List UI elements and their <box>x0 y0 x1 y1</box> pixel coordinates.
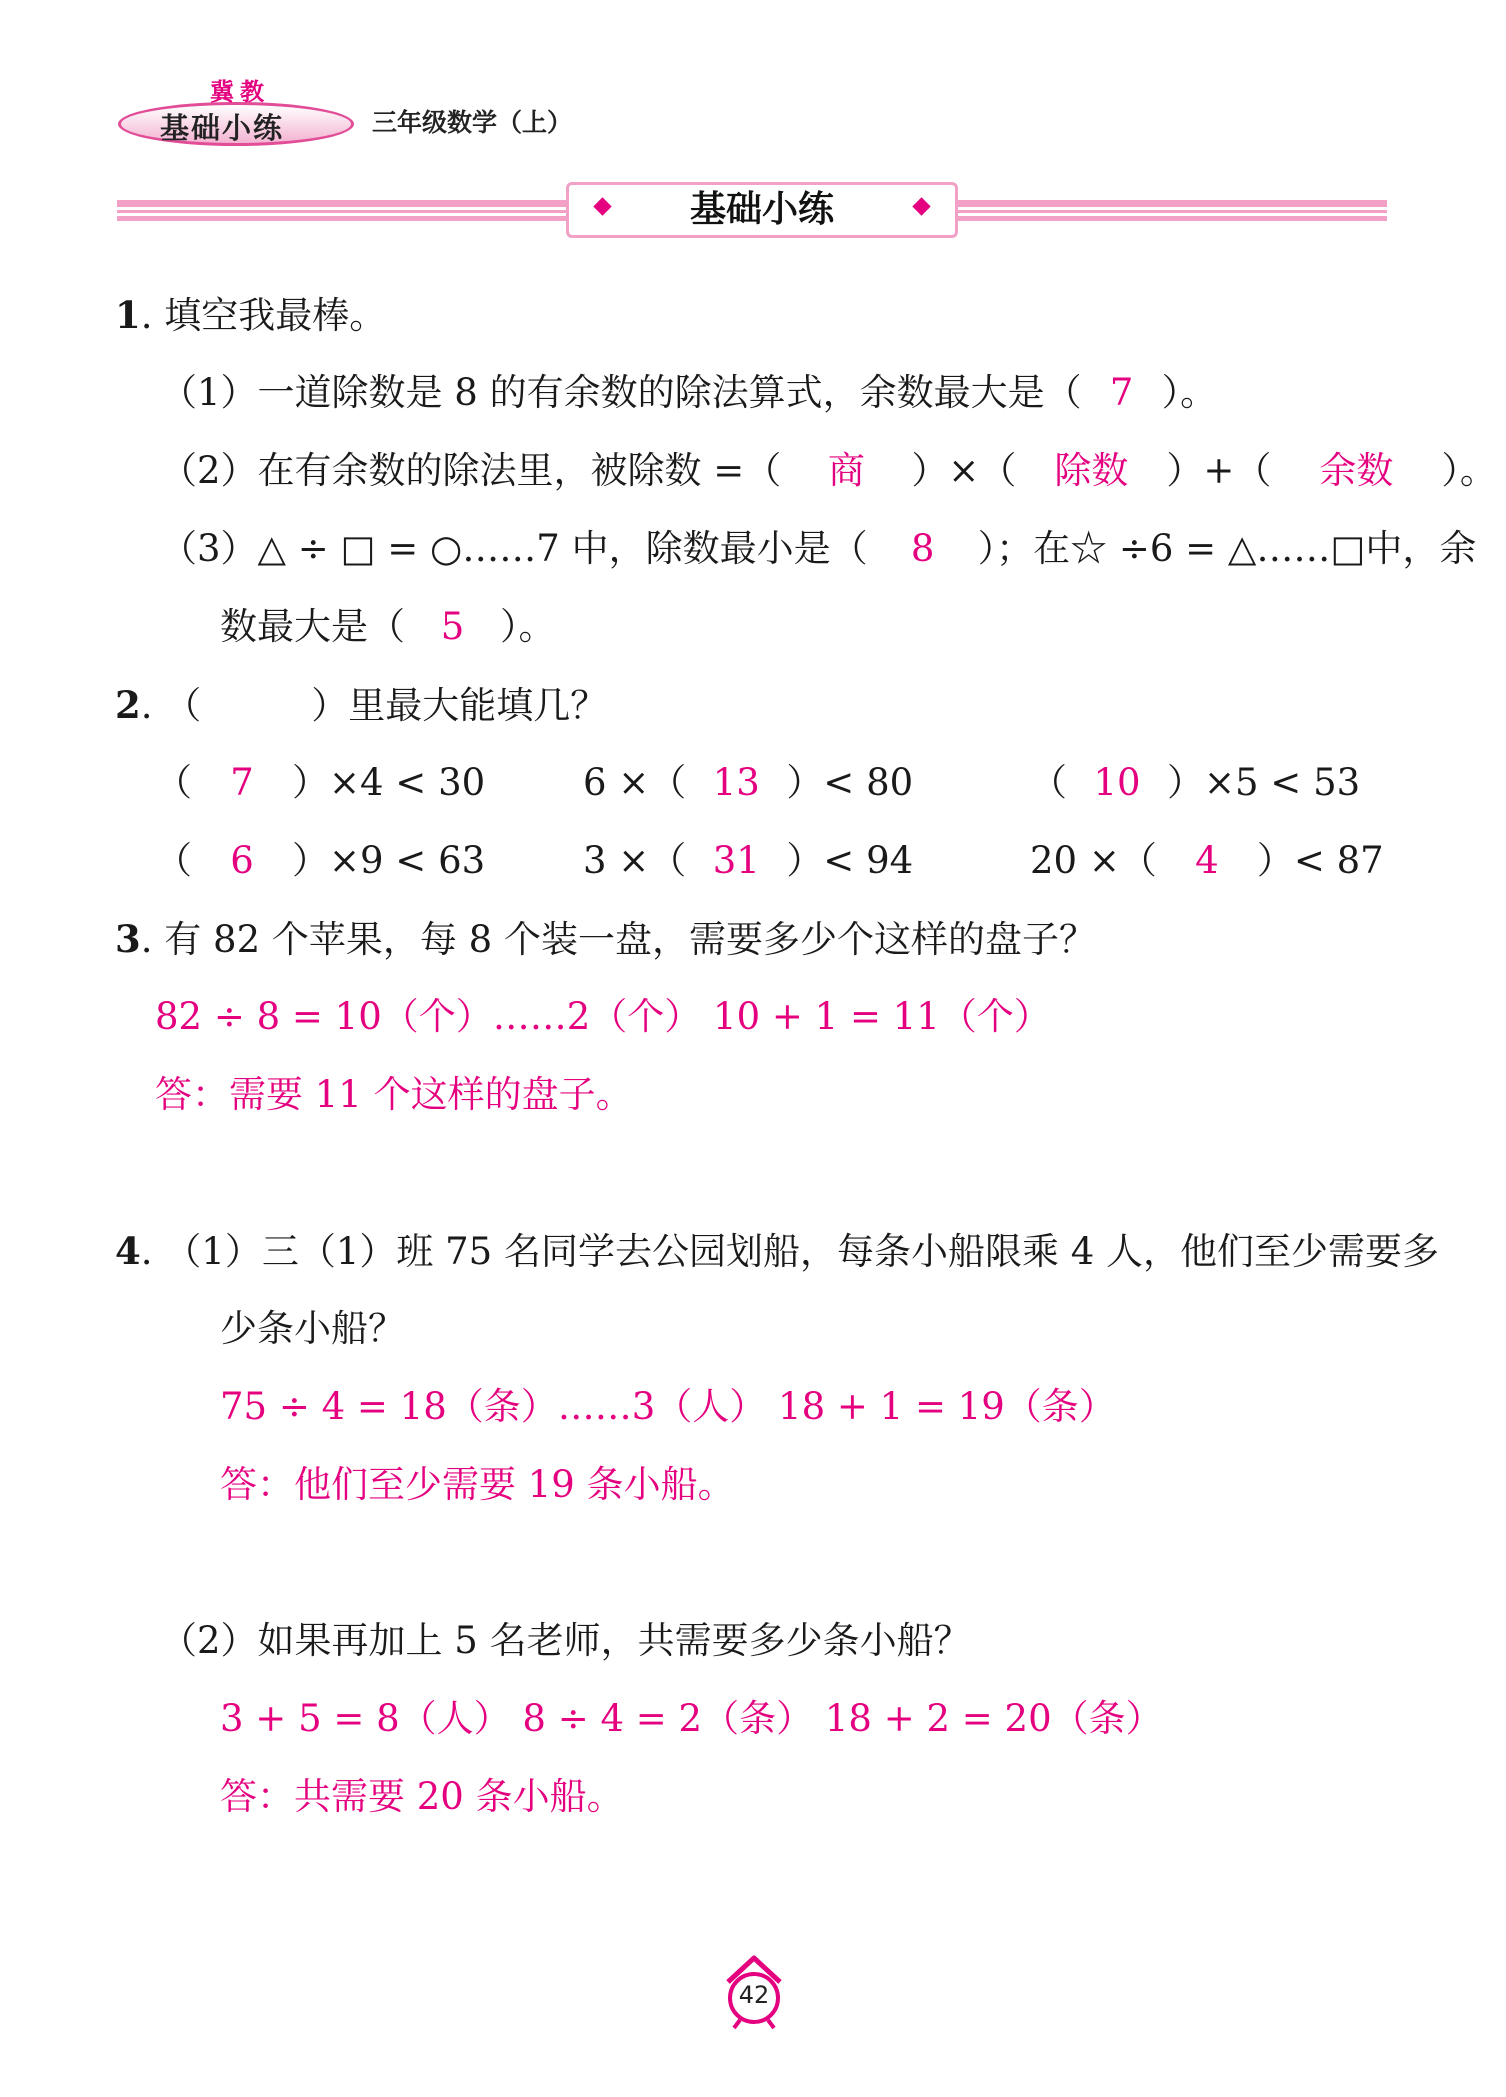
q1-p3-answer-max-remainder: 5 <box>440 605 465 648</box>
q2-item-pre: （ <box>1030 761 1067 804</box>
section-title: 基础小练 <box>689 189 834 230</box>
q2-item-post: ）×5 < 53 <box>1167 761 1361 804</box>
q2-item-post: ）< 80 <box>786 761 914 804</box>
q3-number: 3 <box>115 917 141 961</box>
q3-text: . 有 82 个苹果，每 8 个装一盘，需要多少个这样的盘子？ <box>140 918 1096 961</box>
q3-answer: 答：需要 11 个这样的盘子。 <box>155 1073 633 1116</box>
q1-part1 <box>160 369 1217 417</box>
q1-p2-answer-quotient: 商 <box>827 449 865 492</box>
q2-item-answer: 6 <box>230 839 254 882</box>
q2-item-2 <box>583 759 913 807</box>
q3-calculation: 82 ÷ 8 = 10（个）……2（个） 10 + 1 = 11（个） <box>155 995 1051 1038</box>
page-number: 42 <box>738 1981 770 2009</box>
q2-item-post: ）< 94 <box>786 839 914 882</box>
q2-number: 2 <box>115 683 141 727</box>
q1-p2-text: （2）在有余数的除法里，被除数 =（ <box>160 449 782 492</box>
q2-item-pre: 3 ×（ <box>583 839 687 882</box>
q2-item-4 <box>155 837 485 885</box>
q1-part3-line1 <box>160 525 1476 573</box>
q1-p2-answer-remainder: 余数 <box>1319 449 1394 492</box>
logo-publisher: 冀教 <box>210 78 270 106</box>
q1-p2-answer-divisor: 除数 <box>1054 449 1129 492</box>
q1-part3-line2 <box>220 603 556 651</box>
q1-number: 1 <box>115 293 141 337</box>
q1-p2-plus: ）+（ <box>1166 449 1272 492</box>
q1-p1-end: ）。 <box>1161 371 1218 414</box>
q3-heading <box>115 915 1096 964</box>
q2-item-post: ）< 87 <box>1256 839 1384 882</box>
q2-item-3 <box>1030 759 1360 807</box>
q2-item-answer: 31 <box>712 839 760 882</box>
q2-item-pre: 6 ×（ <box>583 761 687 804</box>
q2-item-1 <box>155 759 485 807</box>
q1-part2 <box>160 447 1497 495</box>
book-subtitle: 三年级数学（上） <box>372 108 573 137</box>
q1-p1-text: （1）一道除数是 8 的有余数的除法算式，余数最大是（ <box>160 371 1082 414</box>
q1-title: . 填空我最棒。 <box>140 294 387 337</box>
q1-p3-text3: 数最大是（ <box>220 605 405 648</box>
q1-p3-text2: ）；在☆ ÷6 = △……□中，余 <box>977 527 1477 570</box>
q2-item-answer: 10 <box>1093 761 1141 804</box>
q2-title: ）里最大能填几？ <box>311 684 608 727</box>
q1-heading <box>115 291 386 340</box>
section-title-box <box>566 182 958 238</box>
q2-item-5 <box>583 837 913 885</box>
q4-p1-text-line2: 少条小船？ <box>220 1307 405 1350</box>
q1-p3-text: （3）△ ÷ □ = ○……7 中，除数最小是（ <box>160 527 868 570</box>
q2-item-pre: 20 ×（ <box>1030 839 1157 882</box>
q4-p1-text: . （1）三（1）班 75 名同学去公园划船，每条小船限乘 4 人，他们至少需要多 <box>140 1230 1440 1273</box>
q4-p2-answer: 答：共需要 20 条小船。 <box>220 1775 624 1818</box>
q1-p1-answer: 7 <box>1109 371 1134 414</box>
q2-item-pre: （ <box>155 761 192 804</box>
q1-p2-end: ）。 <box>1441 449 1497 492</box>
q2-item-post: ）×9 < 63 <box>292 839 486 882</box>
logo-title: 基础小练 <box>160 111 285 145</box>
q4-p1-answer: 答：他们至少需要 19 条小船。 <box>220 1463 735 1506</box>
q2-item-answer: 13 <box>712 761 760 804</box>
q2-item-answer: 4 <box>1195 839 1219 882</box>
q2-item-pre: （ <box>155 839 192 882</box>
q4-p2-text: （2）如果再加上 5 名老师，共需要多少条小船？ <box>160 1619 971 1662</box>
q2-item-answer: 7 <box>230 761 254 804</box>
q4-number: 4 <box>115 1229 141 1273</box>
q1-p2-times: ）×（ <box>911 449 1017 492</box>
q2-item-post: ）×4 < 30 <box>292 761 486 804</box>
q2-item-6 <box>1030 837 1384 885</box>
q2-heading <box>115 681 607 730</box>
q4-p2-calculation: 3 + 5 = 8（人） 8 ÷ 4 = 2（条） 18 + 2 = 20（条） <box>220 1697 1163 1740</box>
q1-p3-end: ）。 <box>500 605 556 648</box>
q1-p3-answer-min-divisor: 8 <box>910 527 935 570</box>
q2-title-open: . （ <box>140 684 202 727</box>
series-logo <box>118 72 358 148</box>
q4-heading <box>115 1227 1439 1276</box>
q4-p1-calculation: 75 ÷ 4 = 18（条）……3（人） 18 + 1 = 19（条） <box>220 1385 1116 1428</box>
